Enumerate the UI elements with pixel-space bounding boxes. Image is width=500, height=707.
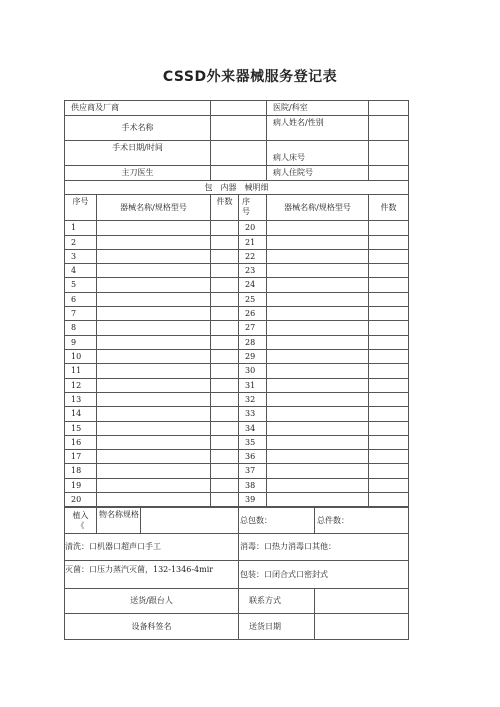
item-row [65,393,409,407]
item-seq-right: 20 [239,221,267,236]
surgery-datetime-field[interactable] [211,141,267,166]
item-name-right-field[interactable] [267,293,369,307]
item-seq-left: 4 [65,264,97,278]
item-seq-right: 32 [239,393,267,407]
item-row [65,307,409,321]
item-count-right-field[interactable] [369,493,409,507]
item-name-right-field[interactable] [267,364,369,379]
item-seq-left: 3 [65,250,97,264]
item-count-right-field[interactable] [369,364,409,379]
item-count-right-field[interactable] [369,321,409,336]
form-table [64,100,409,507]
item-name-left-field[interactable] [97,264,211,278]
item-seq-right: 30 [239,364,267,379]
item-name-right-field[interactable] [267,379,369,393]
surgeon-label: 主刀医生 [65,166,211,181]
item-row [65,364,409,379]
item-name-left-field[interactable] [97,293,211,307]
item-row [65,278,409,293]
item-seq-left: 9 [65,336,97,350]
disinfect-label: 消毒：口热力消毒口其他： [239,534,409,561]
item-seq-left: 7 [65,307,97,321]
item-name-right-field[interactable] [267,422,369,436]
registration-form [64,100,408,640]
seq-header-right: 序 号 [239,195,267,221]
dept-field[interactable] [369,101,409,116]
item-name-left-field[interactable] [97,236,211,250]
item-count-right-field[interactable] [369,350,409,364]
item-count-right-field[interactable] [369,450,409,464]
item-name-left-field[interactable] [97,307,211,321]
item-seq-right: 28 [239,336,267,350]
name-header-right: 器械名称/规格型号 [267,195,369,221]
item-count-left-field[interactable] [211,321,239,336]
item-name-right-field[interactable] [267,264,369,278]
item-row [65,221,409,236]
item-name-left-field[interactable] [97,436,211,450]
sterilize-label: 灭菌：口压力蒸汽灭菌，132-1346-4mir [65,561,239,589]
item-count-right-field[interactable] [369,278,409,293]
item-name-right-field[interactable] [267,307,369,321]
item-seq-left: 1 [65,221,97,236]
item-count-right-field[interactable] [369,236,409,250]
item-count-right-field[interactable] [369,293,409,307]
item-count-left-field[interactable] [211,450,239,464]
item-row [65,479,409,493]
item-count-left-field[interactable] [211,293,239,307]
item-name-left-field[interactable] [97,464,211,479]
admission-label: 病人住院号 [267,166,369,181]
item-name-left-field[interactable] [97,250,211,264]
item-count-left-field[interactable] [211,264,239,278]
item-seq-right: 36 [239,450,267,464]
seq-header-left: 序号 [65,195,97,221]
supplier-label: 供应商及厂商 [65,101,211,116]
supplier-field[interactable] [211,101,267,116]
item-count-right-field[interactable] [369,264,409,278]
item-seq-left: 14 [65,407,97,422]
signature-label: 设备科签名 [65,614,239,640]
item-seq-left: 15 [65,422,97,436]
item-row [65,236,409,250]
item-count-left-field[interactable] [211,307,239,321]
item-count-left-field[interactable] [211,436,239,450]
item-seq-left: 10 [65,350,97,364]
admission-field[interactable] [369,166,409,181]
item-count-left-field[interactable] [211,379,239,393]
item-name-right-field[interactable] [267,436,369,450]
surgery-name-field[interactable] [211,116,267,141]
item-row [65,264,409,278]
item-name-left-field[interactable] [97,278,211,293]
item-name-left-field[interactable] [97,493,211,507]
item-name-right-field[interactable] [267,250,369,264]
item-count-left-field[interactable] [211,422,239,436]
item-count-left-field[interactable] [211,407,239,422]
item-name-left-field[interactable] [97,479,211,493]
item-row [65,250,409,264]
item-seq-right: 23 [239,264,267,278]
delivery-date-field[interactable] [315,614,409,640]
item-count-left-field[interactable] [211,250,239,264]
item-row [65,436,409,450]
item-row [65,450,409,464]
delivery-date-label: 送货日期 [239,614,315,640]
item-name-right-field[interactable] [267,278,369,293]
item-name-right-field[interactable] [267,336,369,350]
item-seq-right: 26 [239,307,267,321]
item-seq-right: 24 [239,278,267,293]
item-seq-right: 31 [239,379,267,393]
item-seq-right: 39 [239,493,267,507]
item-name-left-field[interactable] [97,221,211,236]
item-name-right-field[interactable] [267,479,369,493]
item-seq-left: 18 [65,464,97,479]
item-name-right-field[interactable] [267,407,369,422]
item-count-right-field[interactable] [369,407,409,422]
implant-label: 植入 《 [65,508,97,534]
item-count-right-field[interactable] [369,393,409,407]
section-title: 包 内器 械明细 [65,181,409,195]
item-seq-right: 35 [239,436,267,450]
item-name-right-field[interactable] [267,321,369,336]
item-count-right-field[interactable] [369,422,409,436]
surgery-name-label: 手术名称 [65,116,211,141]
item-name-right-field[interactable] [267,464,369,479]
surgery-datetime-label: 手术日期/时间 [65,141,211,166]
item-seq-right: 21 [239,236,267,250]
item-count-right-field[interactable] [369,221,409,236]
contact-label: 联系方式 [239,589,315,614]
item-name-left-field[interactable] [97,336,211,350]
total-count-label: 总件数： [315,508,409,534]
item-row [65,293,409,307]
item-seq-left: 19 [65,479,97,493]
name-header-left: 器械名称/规格型号 [97,195,211,221]
item-seq-left: 17 [65,450,97,464]
item-seq-right: 25 [239,293,267,307]
patient-name-label: 病人姓名/性别 [267,116,369,141]
implant-name-field[interactable] [141,508,239,534]
item-seq-right: 37 [239,464,267,479]
item-name-left-field[interactable] [97,321,211,336]
bed-label: 病人床号 [267,141,369,166]
item-count-left-field[interactable] [211,464,239,479]
item-seq-right: 29 [239,350,267,364]
item-count-left-field[interactable] [211,278,239,293]
item-row [65,350,409,364]
item-count-left-field[interactable] [211,493,239,507]
item-row [65,493,409,507]
surgeon-field[interactable] [211,166,267,181]
total-pack-label: 总包数： [239,508,315,534]
item-count-left-field[interactable] [211,236,239,250]
item-seq-left: 11 [65,364,97,379]
item-count-left-field[interactable] [211,364,239,379]
item-count-right-field[interactable] [369,436,409,450]
item-seq-left: 8 [65,321,97,336]
item-seq-right: 33 [239,407,267,422]
item-row [65,407,409,422]
item-name-left-field[interactable] [97,350,211,364]
item-name-left-field[interactable] [97,364,211,379]
bed-field[interactable] [369,141,409,166]
item-count-right-field[interactable] [369,479,409,493]
item-seq-right: 34 [239,422,267,436]
form-title: CSSD外来器械服务登记表 [162,69,338,85]
wash-label: 清洗：口机器口超声口手工 [65,534,239,561]
item-seq-right: 22 [239,250,267,264]
item-seq-left: 12 [65,379,97,393]
item-row [65,422,409,436]
item-row [65,336,409,350]
item-count-left-field[interactable] [211,350,239,364]
item-count-right-field[interactable] [369,464,409,479]
deliverer-label: 送货/跟台人 [65,589,239,614]
dept-label: 医院/科室 [267,101,369,116]
contact-field[interactable] [315,589,409,614]
item-row [65,464,409,479]
patient-name-field[interactable] [369,116,409,141]
item-count-right-field[interactable] [369,250,409,264]
item-name-right-field[interactable] [267,350,369,364]
item-seq-left: 6 [65,293,97,307]
form-bottom-table [64,507,409,640]
item-seq-left: 13 [65,393,97,407]
item-count-right-field[interactable] [369,379,409,393]
item-name-right-field[interactable] [267,221,369,236]
implant-name-label: 物名称规格 [97,508,141,534]
item-seq-right: 27 [239,321,267,336]
count-header-left: 件数 [211,195,239,221]
item-count-right-field[interactable] [369,307,409,321]
item-count-left-field[interactable] [211,221,239,236]
item-seq-left: 2 [65,236,97,250]
item-name-left-field[interactable] [97,379,211,393]
item-seq-right: 38 [239,479,267,493]
item-count-left-field[interactable] [211,336,239,350]
item-name-left-field[interactable] [97,407,211,422]
item-name-right-field[interactable] [267,393,369,407]
item-name-left-field[interactable] [97,422,211,436]
item-seq-left: 5 [65,278,97,293]
item-name-left-field[interactable] [97,450,211,464]
package-label: 包装：口闭合式口密封式 [239,561,409,589]
item-row [65,321,409,336]
item-name-right-field[interactable] [267,493,369,507]
item-count-left-field[interactable] [211,479,239,493]
count-header-right: 件数 [369,195,409,221]
item-count-left-field[interactable] [211,393,239,407]
item-seq-left: 20 [65,493,97,507]
item-name-right-field[interactable] [267,236,369,250]
item-seq-left: 16 [65,436,97,450]
item-name-right-field[interactable] [267,450,369,464]
item-count-right-field[interactable] [369,336,409,350]
item-row [65,379,409,393]
item-name-left-field[interactable] [97,393,211,407]
